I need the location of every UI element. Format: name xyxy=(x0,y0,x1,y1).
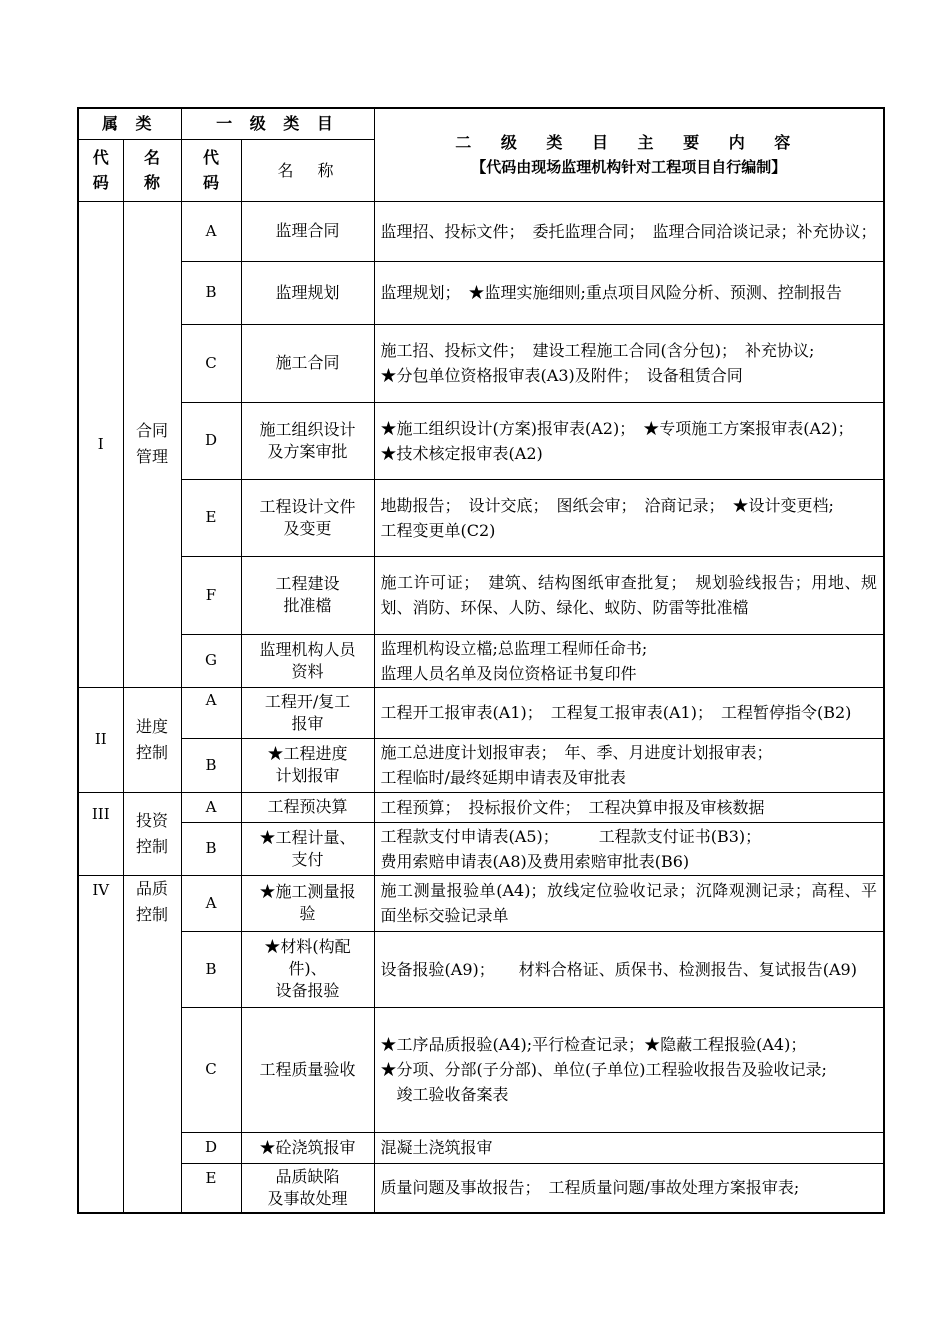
content-line: 竣工验收备案表 xyxy=(380,1085,509,1104)
item-content xyxy=(374,201,884,261)
item-code: B xyxy=(181,261,241,324)
supervision-file-classification-table xyxy=(77,107,885,1214)
item-name-text: 支付 xyxy=(291,849,324,869)
item-name-text: 监理机构人员 xyxy=(259,639,356,659)
content-line: 工程临时/最终延期申请表及审批表 xyxy=(380,768,626,787)
item-code: A xyxy=(181,875,241,931)
item-name xyxy=(241,687,374,738)
item-name-text: 监理规划 xyxy=(275,282,340,302)
table-row xyxy=(78,1007,884,1132)
group-code: II xyxy=(78,687,123,792)
item-name-text: ★施工测量报 xyxy=(259,882,356,901)
item-name xyxy=(241,792,374,822)
item-name-text: 及变更 xyxy=(283,518,332,538)
item-name-text: 监理合同 xyxy=(275,221,340,240)
group-name-text: 品质 xyxy=(136,878,169,898)
header-category-name xyxy=(123,139,181,201)
table-row xyxy=(78,556,884,634)
content-line: 施工总进度计划报审表； 年、季、月进度计划报审表； xyxy=(380,743,773,762)
group-name-text: 控制 xyxy=(136,836,169,856)
item-content xyxy=(374,1132,884,1163)
group-name-text: 投资 xyxy=(136,810,169,830)
item-name-text: 及事故处理 xyxy=(267,1188,348,1208)
table-row xyxy=(78,792,884,822)
table-row xyxy=(78,822,884,875)
item-name-text: 报审 xyxy=(291,713,324,733)
header-level1-name: 名 称 xyxy=(241,139,374,201)
item-name-text: 施工合同 xyxy=(275,353,340,372)
content-line: 质量问题及事故报告； 工程质量问题/事故处理方案报审表; xyxy=(380,1178,800,1198)
header-text: 代 xyxy=(203,148,220,167)
table-row xyxy=(78,261,884,324)
header-text: 码 xyxy=(203,173,220,192)
item-name-text: 件)、 xyxy=(288,959,327,978)
table-row xyxy=(78,1163,884,1213)
content-line: 工程变更单(C2) xyxy=(380,520,496,540)
item-name xyxy=(241,479,374,556)
item-content xyxy=(374,875,884,931)
item-name-text: 工程设计文件 xyxy=(259,496,356,516)
group-name-text: 控制 xyxy=(136,904,169,924)
item-content xyxy=(374,931,884,1007)
group-name xyxy=(123,875,181,1213)
group-name xyxy=(123,687,181,792)
item-content xyxy=(374,1007,884,1132)
item-code: F xyxy=(181,556,241,634)
header-level1: 一 级 类 目 xyxy=(181,108,374,139)
table-row xyxy=(78,634,884,687)
group-name-text: 进度 xyxy=(136,716,169,736)
item-name xyxy=(241,324,374,402)
header-level2-note: 【代码由现场监理机构针对工程项目自行编制】 xyxy=(471,158,787,177)
item-content xyxy=(374,556,884,634)
group-name-text: 管理 xyxy=(136,447,169,466)
item-content xyxy=(374,792,884,822)
item-name xyxy=(241,634,374,687)
item-name xyxy=(241,556,374,634)
table-row xyxy=(78,738,884,792)
item-name xyxy=(241,1132,374,1163)
content-line: 监理人员名单及岗位资格证书复印件 xyxy=(380,663,637,683)
content-line: 监理机构设立檔;总监理工程师任命书; xyxy=(380,638,648,658)
content-line: 地勘报告； 设计交底； 图纸会审； 洽商记录； ★设计变更档; xyxy=(380,495,834,515)
content-line: 费用索赔申请表(A8)及费用索赔审批表(B6) xyxy=(380,851,690,871)
table-row xyxy=(78,201,884,261)
group-name xyxy=(123,201,181,687)
header-level1-code xyxy=(181,139,241,201)
header-text: 代 xyxy=(92,148,109,167)
item-name-text: 品质缺陷 xyxy=(275,1166,340,1186)
content-line: 工程款支付申请表(A5)； 工程款支付证书(B3)； xyxy=(380,826,762,846)
item-name xyxy=(241,1007,374,1132)
table-row xyxy=(78,875,884,931)
item-code: D xyxy=(181,1132,241,1163)
table-row xyxy=(78,687,884,738)
content-line: ★工序品质报验(A4);平行检查记录；★隐蔽工程报验(A4)； xyxy=(380,1035,807,1054)
item-content xyxy=(374,1163,884,1213)
table-row xyxy=(78,479,884,556)
content-line: ★施工组织设计(方案)报审表(A2)； ★专项施工方案报审表(A2)； xyxy=(380,418,854,438)
item-name xyxy=(241,738,374,792)
item-content xyxy=(374,738,884,792)
item-code: B xyxy=(181,931,241,1007)
item-name-text: ★材料(构配 xyxy=(264,937,351,956)
group-name xyxy=(123,792,181,875)
content-line: 施工测量报验单(A4)；放线定位验收记录；沉降观测记录；高程、平面坐标交验记录单 xyxy=(380,881,878,925)
content-line: 混凝土浇筑报审 xyxy=(380,1138,493,1157)
item-name-text: 批准檔 xyxy=(283,596,332,615)
content-line: 施工招、投标文件； 建设工程施工合同(含分包)； 补充协议; xyxy=(380,341,815,360)
item-name xyxy=(241,261,374,324)
header-row-1 xyxy=(78,108,884,139)
header-text: 称 xyxy=(144,173,161,192)
item-content xyxy=(374,261,884,324)
item-code: G xyxy=(181,634,241,687)
header-category-code xyxy=(78,139,123,201)
item-name-text: ★工程进度 xyxy=(267,744,348,763)
item-name-text: 验 xyxy=(299,904,316,923)
header-level2 xyxy=(374,108,884,201)
item-name-text: ★砼浇筑报审 xyxy=(259,1137,356,1157)
content-line: 工程预算； 投标报价文件； 工程决算申报及审核数据 xyxy=(380,797,765,817)
item-name xyxy=(241,402,374,479)
item-name xyxy=(241,1163,374,1213)
header-category: 属 类 xyxy=(78,108,181,139)
item-code: C xyxy=(181,324,241,402)
item-content xyxy=(374,822,884,875)
content-line: 监理规划； ★监理实施细则;重点项目风险分析、预测、控制报告 xyxy=(380,283,842,302)
table-row xyxy=(78,402,884,479)
item-name xyxy=(241,931,374,1007)
item-name-text: 工程质量验收 xyxy=(259,1059,356,1079)
table-row xyxy=(78,931,884,1007)
item-content xyxy=(374,687,884,738)
header-text: 名 xyxy=(144,148,161,167)
table-row xyxy=(78,1132,884,1163)
table-row xyxy=(78,324,884,402)
item-code: B xyxy=(181,822,241,875)
content-line: 监理招、投标文件； 委托监理合同； 监理合同洽谈记录；补充协议； xyxy=(380,221,877,241)
content-line: 工程开工报审表(A1)； 工程复工报审表(A1)； 工程暂停指令(B2) xyxy=(380,703,852,722)
item-code: A xyxy=(181,201,241,261)
item-code: E xyxy=(181,1163,241,1213)
item-name xyxy=(241,822,374,875)
item-code: C xyxy=(181,1007,241,1132)
item-code: D xyxy=(181,402,241,479)
item-content xyxy=(374,479,884,556)
item-name-text: 计划报审 xyxy=(275,766,340,785)
item-name-text: ★工程计量、 xyxy=(259,827,356,847)
group-name-text: 控制 xyxy=(136,742,169,762)
item-name-text: 设备报验 xyxy=(275,981,340,1000)
item-content xyxy=(374,402,884,479)
group-code: III xyxy=(78,792,123,875)
item-code: A xyxy=(181,687,241,738)
item-name-text: 工程开/复工 xyxy=(264,691,351,711)
item-name xyxy=(241,201,374,261)
item-code: E xyxy=(181,479,241,556)
content-line: ★分包单位资格报审表(A3)及附件； 设备租赁合同 xyxy=(380,366,743,385)
item-content xyxy=(374,634,884,687)
content-line: ★技术核定报审表(A2) xyxy=(380,443,543,463)
group-name-text: 合同 xyxy=(136,421,169,440)
item-code: A xyxy=(181,792,241,822)
group-code: IV xyxy=(78,875,123,1213)
group-code: I xyxy=(78,201,123,687)
item-name-text: 及方案审批 xyxy=(267,441,348,461)
item-name-text: 工程预决算 xyxy=(267,797,348,816)
item-name-text: 工程建设 xyxy=(275,574,340,593)
header-text: 码 xyxy=(92,173,109,192)
item-name-text: 施工组织设计 xyxy=(259,419,356,439)
item-code: B xyxy=(181,738,241,792)
item-name-text: 资料 xyxy=(291,661,324,681)
content-line: ★分项、分部(子分部)、单位(子单位)工程验收报告及验收记录; xyxy=(380,1060,827,1079)
content-line: 设备报验(A9)； 材料合格证、质保书、检测报告、复试报告(A9) xyxy=(380,959,857,979)
content-line: 施工许可证； 建筑、结构图纸审查批复； 规划验线报告；用地、规划、消防、环保、人防、绿化、蚁防、防雷等批准檔 xyxy=(380,573,878,617)
header-level2-title: 二 级 类 目 主 要 内 容 xyxy=(455,133,803,153)
item-content xyxy=(374,324,884,402)
item-name xyxy=(241,875,374,931)
